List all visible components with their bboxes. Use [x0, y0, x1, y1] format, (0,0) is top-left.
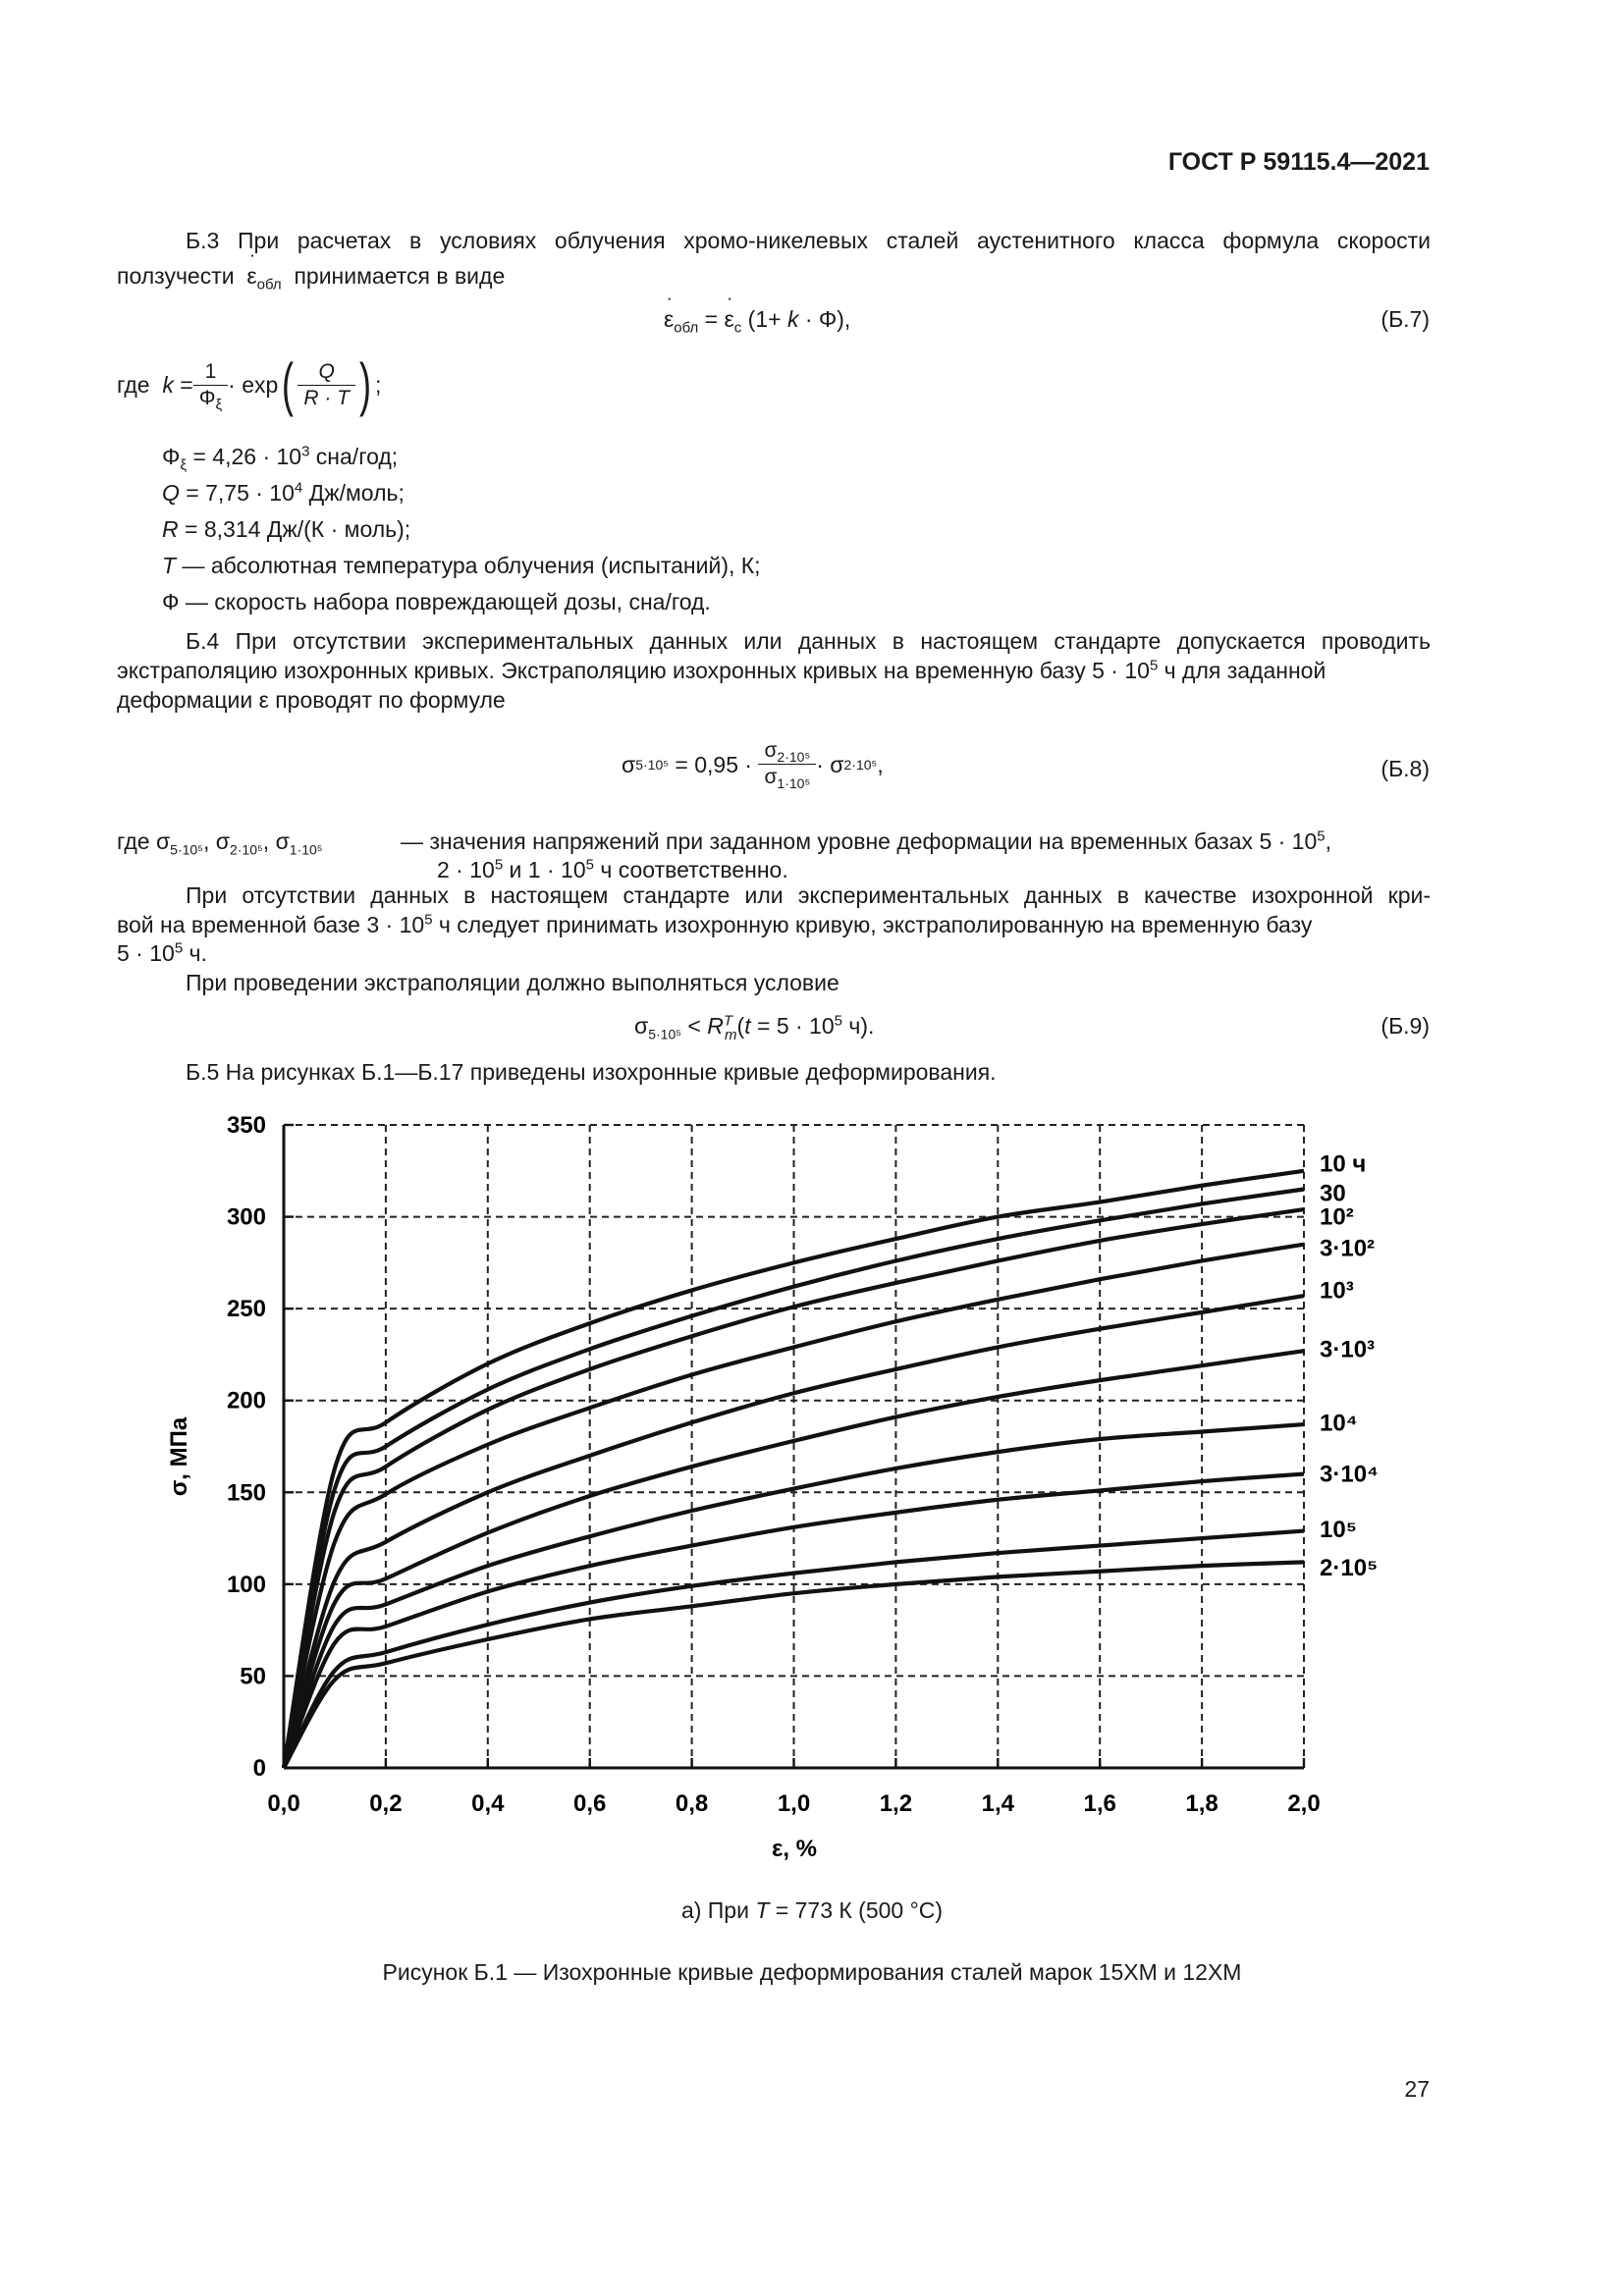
curve-label: 3·10²	[1320, 1235, 1376, 1262]
x-tick-label: 0,8	[675, 1790, 709, 1817]
curve-label: 10³	[1320, 1277, 1354, 1305]
curve-label: 10²	[1320, 1203, 1354, 1231]
q-numerator: Q	[298, 359, 355, 386]
formula-b7-k: k	[786, 306, 799, 332]
y-tick-label: 100	[226, 1571, 266, 1598]
x-tick-label: 1,8	[1185, 1790, 1218, 1817]
where-sigma-symbols: где $\sigma_{5\cdot 10^5}$, $\sigma_{2\cdot 10^5}$, $\sigma_{1\cdot 10^5}$	[117, 828, 323, 858]
k-definition: где k = $\frac{1}{\Phi_\xi}$ · exp ( $\frac{Q}{R \cdot T}$ ) ;	[117, 351, 382, 417]
eps-dot-symbol: ˙ ε	[246, 261, 256, 291]
chart-x-axis-label: ε, %	[771, 1836, 818, 1862]
where-label: где	[117, 372, 150, 398]
phi-sub: ξ	[215, 396, 223, 413]
b4-line2: экстраполяцию изохронных кривых. Экстраполяцию изохронных кривых на временную базу $5 \cdot 10^5$ ч для заданной	[117, 657, 1326, 683]
equation-number-b8: (Б.8)	[1380, 756, 1430, 781]
formula-b7-tail: · Φ),	[798, 306, 851, 332]
curve-label: 10 ч	[1320, 1150, 1367, 1178]
k-eq: =	[180, 372, 193, 398]
y-tick-label: 0	[252, 1755, 266, 1782]
curve-label: 2·10⁵	[1320, 1555, 1379, 1582]
b4-line1: Б.4 При отсутствии экспериментальных данных или данных в настоящем стандарте допускается проводить	[186, 628, 1431, 654]
def-q: $Q = 7,75 \cdot 10^4$ Дж/моль;	[162, 479, 405, 506]
k-fraction-numerator: 1	[193, 359, 228, 386]
def-t: T — абсолютная температура облучения (испытаний), К;	[162, 553, 761, 578]
y-tick-label: 150	[226, 1479, 266, 1507]
phi-symbol: Φ	[198, 386, 216, 409]
figure-subcaption: а) При T = 773 К (500 °С)	[680, 1897, 944, 1923]
formula-b7-epsc-sub: c	[733, 319, 742, 337]
f8-end: ,	[877, 751, 884, 777]
b3-paragraph-line1: Б.3 При расчетах в условиях облучения хромо-никелевых сталей аустенитного класса формула скорости	[186, 228, 1431, 253]
formula-b8: σ 5·10⁵ = 0,95 · $\frac{\sigma_{2\cdot 10^5}}{\sigma_{1\cdot 10^5}}$ · σ 2·10⁵ ,	[622, 739, 884, 792]
x-tick-label: 1,4	[981, 1790, 1014, 1817]
f8-tail: · σ	[816, 751, 844, 777]
where-sigma-text1: — значения напряжений при заданном уровне деформации на временных базах $5 \cdot 10^5$,	[401, 828, 1331, 854]
formula-b7-epsc: ˙ ε	[725, 304, 734, 334]
equation-number-b7: (Б.7)	[1380, 306, 1430, 332]
x-tick-label: 1,2	[879, 1790, 913, 1817]
b3-line2-end: принимается в виде	[294, 263, 506, 289]
isochronous-curve	[284, 1562, 1304, 1768]
curve-label: 3·10³	[1320, 1336, 1376, 1363]
curve-label: 10⁵	[1320, 1516, 1357, 1543]
f8-den: $\sigma_{1\cdot 10^5}$	[764, 766, 811, 792]
x-tick-label: 1,6	[1083, 1790, 1116, 1817]
formula-b9: $\sigma_{5\cdot 10^5} < R^T_m(t = 5 \cdot 10^5$ ч).	[634, 1012, 875, 1043]
x-tick-label: 1,0	[777, 1790, 811, 1817]
equation-number-b9: (Б.9)	[1380, 1013, 1430, 1039]
curve-label: 3·10⁴	[1320, 1461, 1379, 1488]
page-number: 27	[1404, 2076, 1430, 2102]
formula-b7-paren: (1+	[747, 306, 787, 332]
def-r: R = 8,314 Дж/(К · моль);	[162, 516, 411, 542]
eps-subscript: обл	[256, 276, 282, 294]
f8-lhs: σ	[622, 751, 636, 777]
y-tick-label: 250	[226, 1296, 266, 1323]
where-sigma-text2: $2 \cdot 10^5$ и $1 \cdot 10^5$ ч соответственно.	[437, 856, 788, 882]
formula-b7-eps-sub: обл	[674, 319, 699, 337]
formula-b7-eps: ˙ ε	[664, 304, 674, 334]
x-tick-label: 2,0	[1287, 1790, 1321, 1817]
x-tick-label: 0,0	[267, 1790, 300, 1817]
y-tick-label: 350	[226, 1112, 266, 1139]
figure-caption: Рисунок Б.1 — Изохронные кривые деформирования сталей марок 15ХМ и 12ХМ	[382, 1959, 1242, 1985]
b4-p2-line1: При отсутствии данных в настоящем стандарте или экспериментальных данных в качестве изохронной кри-	[186, 882, 1431, 908]
formula-b7-eq: =	[704, 306, 725, 332]
b3-line2-start: ползучести	[117, 263, 235, 289]
document-standard-number: ГОСТ Р 59115.4—2021	[1167, 148, 1430, 176]
f8-num: $\sigma_{2\cdot 10^5}$	[758, 738, 816, 765]
curve-label: 30	[1320, 1180, 1346, 1207]
b5-paragraph: Б.5 На рисунках Б.1—Б.17 приведены изохронные кривые деформирования.	[186, 1059, 997, 1085]
y-tick-label: 50	[240, 1663, 266, 1690]
x-tick-label: 0,6	[573, 1790, 607, 1817]
b4-p2-line2: вой на временной базе $3 \cdot 10^5$ ч следует принимать изохронную кривую, экстраполированную на временную базу	[117, 911, 1313, 937]
y-tick-label: 200	[226, 1387, 266, 1415]
b4-p3: При проведении экстраполяции должно выполняться условие	[186, 970, 839, 995]
b4-p2-line3: $5 \cdot 10^5$ ч.	[117, 939, 207, 966]
y-tick-label: 300	[226, 1203, 266, 1231]
x-tick-label: 0,4	[471, 1790, 505, 1817]
exp-function: exp	[242, 372, 279, 398]
k-def-semicolon: ;	[374, 372, 382, 398]
f8-mid: = 0,95 ·	[669, 751, 759, 777]
x-tick-label: 0,2	[369, 1790, 403, 1817]
def-phi: Ф — скорость набора повреждающей дозы, сна/год.	[162, 589, 711, 614]
chart-y-axis-label: σ, МПа	[166, 1416, 192, 1497]
b4-line3: деформации ε проводят по формуле	[117, 687, 506, 713]
curve-label: 10⁴	[1320, 1410, 1358, 1437]
def-phi-xi: $\Phi_\xi = 4,26 \cdot 10^3$ сна/год;	[162, 443, 399, 474]
rt-denominator: R · T	[303, 386, 350, 409]
k-symbol: k	[162, 372, 174, 398]
